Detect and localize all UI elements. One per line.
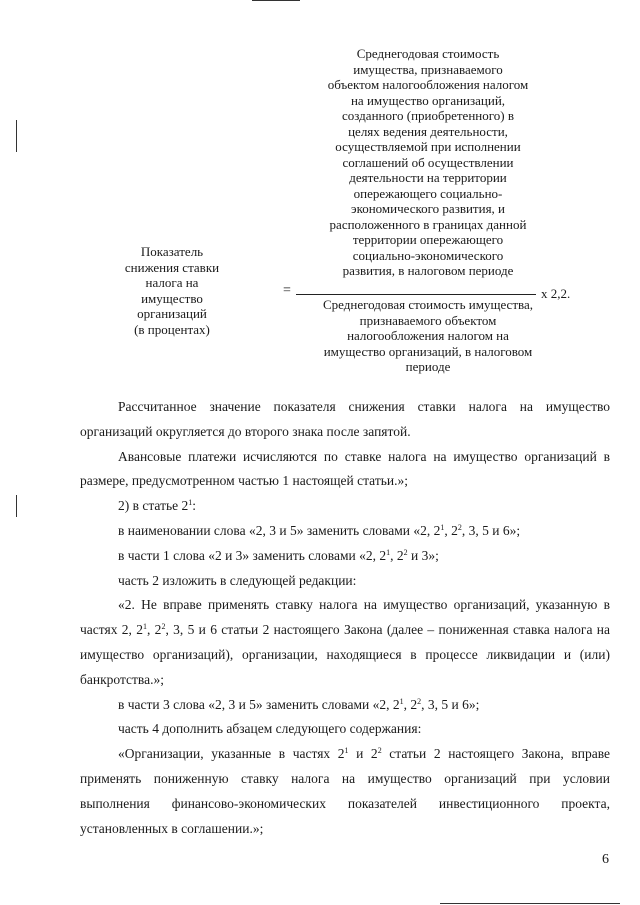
text-run: , 3, 5 и 6 статьи 2 настоящего Закона (далее – пониженная ставка налога на имущество организаций), организации, находящиеся в процессе ликвидации и (или) банкротства.»; — [80, 622, 610, 687]
numerator-line: территории опережающего — [352, 232, 504, 247]
text-run: в части 1 слова «2 и 3» заменить словами «2, 2 — [118, 547, 387, 563]
text-run: : — [192, 498, 197, 514]
paragraph: Авансовые платежи исчисляются по ставке налога на имущество организаций в размере, предусмотренном частью 1 настоящей статьи.»; — [80, 448, 610, 489]
lhs-line: (в процентах) — [134, 321, 210, 337]
lhs-line: налога на — [145, 275, 199, 290]
numerator-line: опережающего социально- — [353, 185, 503, 201]
numerator-line: имущества, признаваемого — [353, 61, 503, 77]
paragraph: часть 2 изложить в следующей редакции: — [118, 572, 357, 588]
paragraph — [80, 544, 610, 569]
page-number: 6 — [602, 852, 609, 867]
superscript: 2 — [457, 522, 462, 532]
scan-mark — [16, 495, 17, 517]
text-run: , 3, 5 и 6»; — [461, 522, 521, 538]
numerator-line: расположенного в границах данной — [329, 216, 527, 232]
numerator-line: развития, в налоговом периоде — [342, 263, 514, 278]
superscript: 1 — [399, 696, 404, 706]
document-body — [80, 395, 610, 841]
superscript: 1 — [142, 622, 147, 632]
text-run: «2. Не вправе применять ставку налога на имущество организаций, указанную в частях 2, 2 — [80, 597, 610, 638]
formula-lhs — [112, 244, 232, 337]
superscript: 1 — [386, 547, 391, 557]
paragraph: часть 4 дополнить абзацем следующего содержания: — [118, 721, 422, 737]
denominator-line: Среднегодовая стоимость имущества, — [323, 297, 533, 312]
lhs-line: Показатель — [140, 244, 204, 259]
denominator-line: налогообложения налогом на — [347, 328, 509, 343]
superscript: 1 — [344, 746, 349, 756]
numerator-line: на имущество организаций, — [350, 92, 506, 108]
equals-sign: = — [283, 283, 291, 298]
text-run: в части 3 слова «2, 3 и 5» заменить словами «2, 2 — [118, 696, 400, 712]
paragraph — [80, 742, 610, 841]
superscript: 2 — [417, 696, 422, 706]
paragraph — [80, 693, 610, 718]
numerator-line: Среднегодовая стоимость — [356, 46, 500, 61]
superscript: 1 — [440, 522, 445, 532]
paragraph: Рассчитанное значение показателя снижения ставки налога на имущество организаций округляется до второго знака после запятой. — [80, 399, 610, 439]
superscript: 1 — [188, 498, 193, 508]
lhs-line: организаций — [137, 306, 207, 321]
numerator-line: экономического развития, и — [350, 201, 506, 216]
numerator-line: созданного (приобретенного) в — [342, 108, 514, 123]
denominator-line: периоде — [405, 359, 451, 374]
denominator-line: имущество организаций, в налоговом — [323, 343, 533, 359]
numerator-line: социально-экономического — [352, 247, 504, 263]
text-run: 2) в статье 2 — [118, 498, 189, 514]
numerator-line: целях ведения деятельности, — [348, 123, 508, 139]
text-run: «Организации, указанные в частях 2 — [118, 746, 345, 762]
text-run: и 2 — [348, 746, 378, 762]
numerator-line: деятельности на территории — [349, 170, 507, 185]
numerator-line: соглашений об осуществлении — [342, 154, 514, 170]
text-run: , 3, 5 и 6»; — [421, 696, 480, 712]
lhs-line: снижения ставки — [124, 259, 220, 275]
formula-numerator — [296, 46, 560, 279]
text-run: статьи 2 настоящего Закона, вправе применять пониженную ставку налога на имущество организаций при условии выполнения финансово-экономических показателей инвестиционного проекта, установленных в соглашении.»; — [80, 746, 610, 836]
superscript: 2 — [377, 746, 382, 756]
paragraph — [80, 593, 610, 692]
superscript: 2 — [161, 622, 166, 632]
superscript: 2 — [403, 547, 408, 557]
numerator-line: осуществляемой при исполнении — [335, 139, 521, 154]
numerator-line: объектом налогообложения налогом — [327, 77, 529, 92]
text-run: , 2 — [146, 622, 162, 638]
paragraph — [80, 519, 610, 544]
formula-denominator — [296, 297, 560, 375]
multiplier: х 2,2. — [541, 286, 571, 301]
denominator-line: признаваемого объектом — [359, 312, 497, 328]
formula — [0, 0, 640, 380]
lhs-line: имущество — [141, 290, 203, 306]
text-run: и 3»; — [407, 547, 439, 563]
text-run: в наименовании слова «2, 3 и 5» заменить словами «2, 2 — [118, 522, 441, 538]
text-run: , 2 — [403, 696, 418, 712]
text-run: , 2 — [390, 547, 404, 563]
fraction-line — [296, 294, 536, 295]
text-run: , 2 — [444, 522, 458, 538]
scan-mark — [440, 903, 620, 904]
paragraph — [80, 494, 610, 519]
